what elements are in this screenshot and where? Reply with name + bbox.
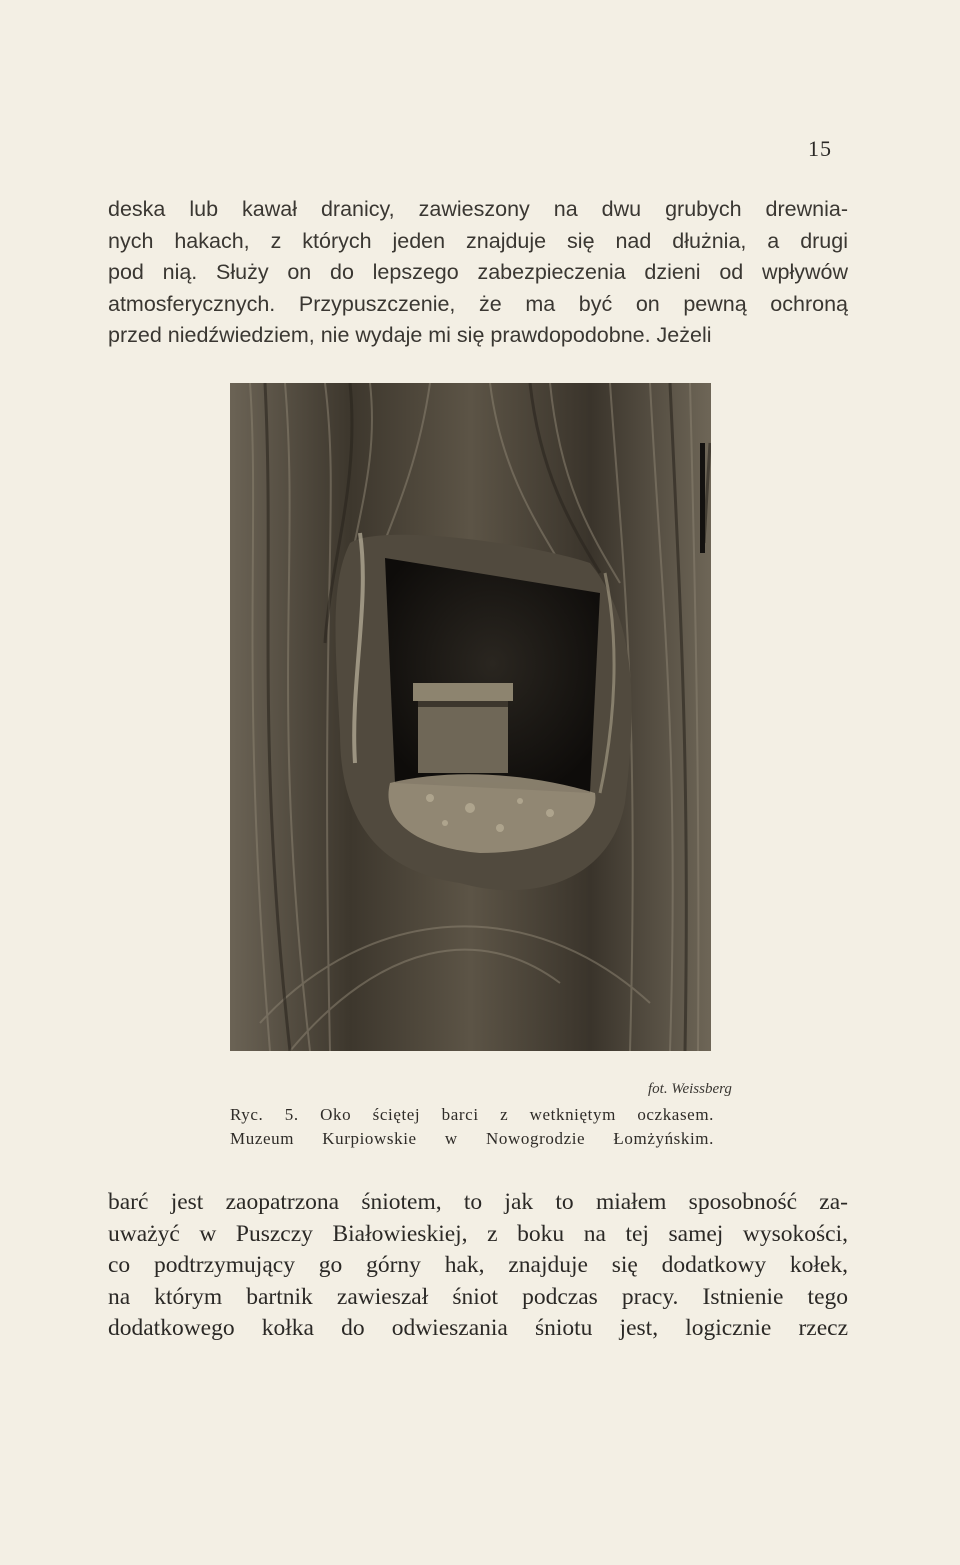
photo-illustration [230,383,711,1051]
text-line: nych hakach, z których jeden znajduje się nad dłużnia, a drugi [108,228,848,253]
text-line: dodatkowego kołka do odwieszania śniotu jest, logicznie rzecz [108,1315,848,1342]
text-line: atmosferycznych. Przypuszczenie, że ma być on pewną ochroną [108,291,848,316]
photo-credit: fot. Weissberg [648,1081,732,1097]
page-number: 15 [808,136,832,161]
figure-photo-tree-hollow [230,383,711,1051]
text-line: uważyć w Puszczy Białowieskiej, z boku na tej samej wysokości, [108,1220,848,1247]
text-line: barć jest zaopatrzona śniotem, to jak to miałem sposobność za- [108,1189,848,1215]
text-line: deska lub kawał dranicy, zawieszony na dwu grubych drewnia- [108,197,848,221]
caption-line: Ryc. 5. Oko ściętej barci z wetkniętym oczkasem. [230,1105,714,1124]
body-paragraph-top [108,194,848,352]
text-line: pod nią. Służy on do lepszego zabezpieczenia dzieni od wpływów [108,260,848,285]
figure-caption [230,1103,714,1151]
text-line: co podtrzymujący go górny hak, znajduje się dodatkowy kołek, [108,1252,848,1279]
caption-line: Muzeum Kurpiowskie w Nowogrodzie Łomżyńskim. [230,1129,714,1148]
text-line: na którym bartnik zawieszał śniot podczas pracy. Istnienie tego [108,1283,848,1310]
text-line: przed niedźwiedziem, nie wydaje mi się prawdopodobne. Jeżeli [108,323,712,348]
body-paragraph-bottom [108,1187,848,1345]
